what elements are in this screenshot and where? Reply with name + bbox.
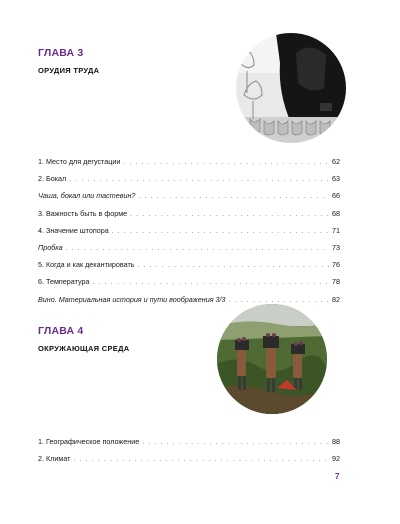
- toc-entry[interactable]: [38, 153, 340, 170]
- toc-entry-page: 73: [332, 242, 340, 252]
- dot-leader: [73, 452, 329, 469]
- wine-glasses-photo: [236, 33, 346, 143]
- toc-entry-page: 88: [332, 437, 340, 446]
- toc-entry[interactable]: [38, 291, 340, 308]
- toc-entry[interactable]: [38, 170, 340, 187]
- toc-entry-label: 1. Место для дегустации: [38, 157, 121, 166]
- toc-entry[interactable]: [38, 187, 340, 204]
- chapter-3-header: [38, 47, 99, 75]
- toc-entry-page: 62: [332, 157, 340, 166]
- toc-entry-page: 78: [332, 277, 340, 287]
- toc-entry[interactable]: [38, 256, 340, 273]
- toc-entry-page: 68: [332, 208, 340, 218]
- dot-leader: [123, 155, 329, 172]
- toc-entry-label: 5. Когда и как декантировать: [38, 260, 135, 270]
- toc-entry[interactable]: [38, 239, 340, 256]
- toc-entry-label: 3. Важность быть в форме: [38, 208, 128, 218]
- toc-entry-label: 6. Температура: [38, 277, 90, 287]
- toc-entry[interactable]: [38, 273, 340, 290]
- toc-entry-page: 63: [332, 174, 340, 184]
- dot-leader: [138, 189, 329, 206]
- toc-entry-label: Вино. Материальная история и пути воображения 3/3: [38, 294, 226, 304]
- toc-entry-page: 92: [332, 454, 340, 464]
- toc-entry[interactable]: [38, 433, 340, 450]
- dot-leader: [138, 258, 330, 275]
- toc-entry-label: 1. Географическое положение: [38, 437, 140, 446]
- chapter-number: ГЛАВА 4: [38, 325, 84, 337]
- vineyard-harvest-photo: [217, 304, 327, 414]
- toc-entry-label: Чаша, бокал или тастевин?: [38, 191, 136, 201]
- toc-entry[interactable]: [38, 450, 340, 467]
- chapter-title: ОКРУЖАЮЩАЯ СРЕДА: [38, 344, 130, 353]
- toc-entry[interactable]: [38, 205, 340, 222]
- chapter-number: ГЛАВА 3: [38, 47, 84, 59]
- toc-entry-label: 2. Климат: [38, 454, 71, 464]
- dot-leader: [130, 207, 329, 224]
- dot-leader: [112, 224, 329, 241]
- page-number: 7: [335, 472, 340, 481]
- toc-entry-page: 82: [332, 294, 340, 304]
- toc-entry-page: 76: [332, 260, 340, 270]
- chapter-title: ОРУДИЯ ТРУДА: [38, 66, 100, 75]
- dot-leader: [142, 435, 329, 452]
- chapter-3-toc: [38, 153, 340, 308]
- toc-entry-label: 4. Значение штопора: [38, 225, 109, 235]
- chapter-4-toc: [38, 433, 340, 467]
- toc-entry-page: 71: [332, 225, 340, 235]
- toc-entry[interactable]: [38, 222, 340, 239]
- chapter-4-header: [38, 325, 129, 353]
- toc-entry-label: 2. Бокал: [38, 174, 67, 184]
- toc-entry-label: Пробка: [38, 242, 63, 252]
- toc-entry-page: 66: [332, 191, 340, 201]
